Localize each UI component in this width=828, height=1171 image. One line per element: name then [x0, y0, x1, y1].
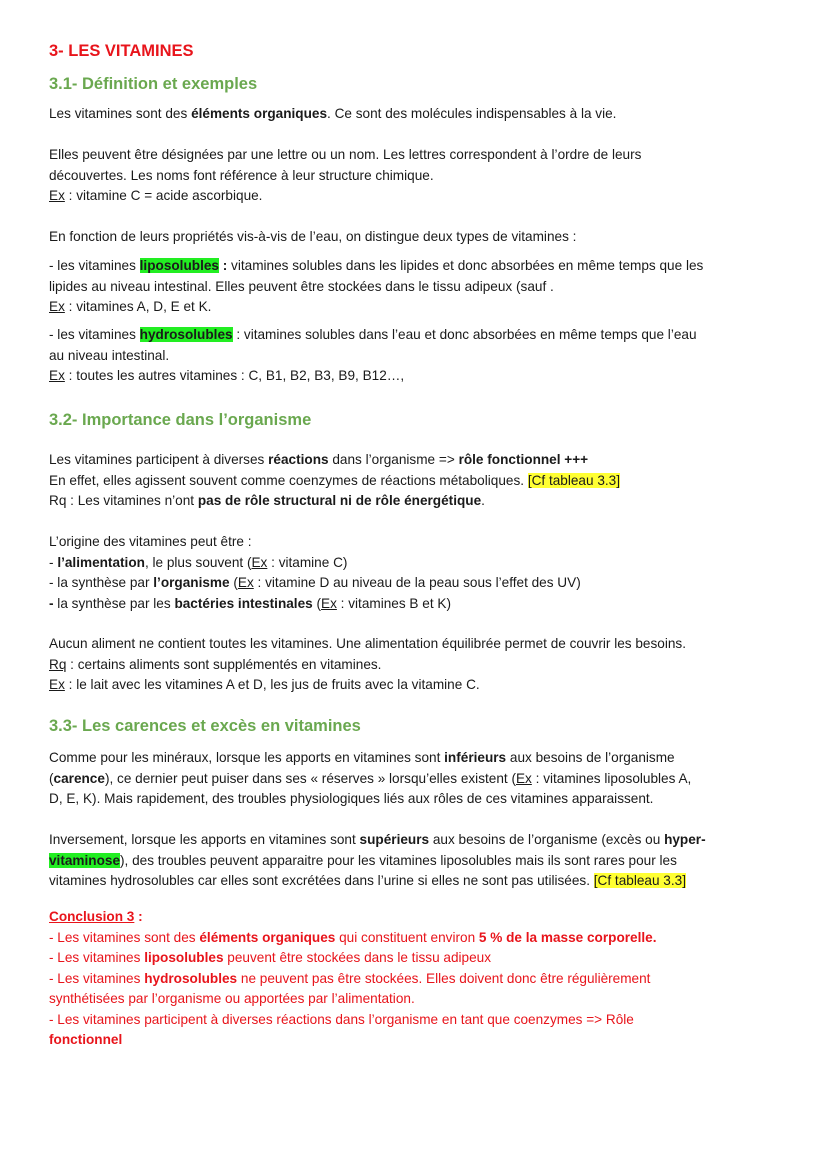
- text-run: rôle fonctionnel +++: [458, 452, 589, 467]
- text-run: : vitamines A, D, E et K.: [64, 299, 212, 314]
- text-run: (: [312, 595, 322, 611]
- text-run: L’origine des vitamines peut être :: [49, 534, 252, 549]
- text-run: En effet, elles agissent souvent comme coenzymes de réactions métaboliques.: [49, 472, 528, 488]
- paragraph: [49, 145, 641, 207]
- paragraph: [49, 532, 581, 614]
- text-run: synthétisées par l’organisme ou apportées par l’alimentation.: [49, 991, 415, 1006]
- text-run: peuvent être stockées dans le tissu adipeux: [223, 950, 492, 965]
- text-run: - Les vitamines sont des: [49, 929, 200, 945]
- text-run: Ex: [49, 188, 65, 203]
- text-run: : vitamines solubles dans l’eau et donc absorbées en même temps que l’eau: [232, 327, 697, 342]
- text-run: hydrosolubles: [144, 970, 238, 986]
- text-run: Inversement, lorsque les apports en vitamines sont: [49, 832, 360, 847]
- text-run: : le lait avec les vitamines A et D, les jus de fruits avec la vitamine C.: [64, 677, 480, 692]
- text-run: : vitamines liposolubles A,: [531, 770, 692, 786]
- highlight: vitaminose: [49, 852, 121, 868]
- text-run: - Les vitamines: [49, 950, 145, 965]
- text-run: :: [218, 258, 228, 273]
- paragraph: [49, 450, 620, 512]
- text-run: Ex: [321, 595, 337, 611]
- text-run: l’organisme: [153, 575, 230, 590]
- text-run: au niveau intestinal.: [49, 347, 170, 363]
- text-run: Ex: [49, 677, 65, 692]
- text-run: : certains aliments sont supplémentés en vitamines.: [66, 656, 382, 672]
- text-run: - Les vitamines participent à diverses réactions dans l’organisme en tant que coenzymes => Rôle: [49, 1011, 634, 1027]
- text-run: (: [49, 770, 54, 786]
- text-run: : vitamine D au niveau de la peau sous l’effet des UV): [253, 575, 581, 590]
- text-run: l’alimentation: [57, 554, 145, 570]
- paragraph: [49, 634, 686, 696]
- paragraph: En fonction de leurs propriétés vis-à-vis de l’eau, on distingue deux types de vitamines :: [49, 229, 577, 244]
- text-run: Les vitamines sont des: [49, 106, 192, 121]
- text-run: : vitamines B et K): [336, 595, 451, 611]
- text-run: Comme pour les minéraux, lorsque les apports en vitamines sont: [49, 750, 445, 765]
- text-run: ne peuvent pas être stockées. Elles doivent donc être régulièrement: [237, 970, 651, 986]
- section-title: 3- LES VITAMINES: [49, 42, 194, 60]
- text-run: qui constituent environ: [335, 929, 479, 945]
- paragraph: [49, 748, 691, 810]
- text-run: aux besoins de l’organisme: [506, 750, 675, 765]
- text-run: lipides au niveau intestinal. Elles peuvent être stockées dans le tissu adipeux (sauf .: [49, 278, 554, 294]
- text-run: Rq : Les vitamines n’ont: [49, 493, 198, 508]
- text-run: liposolubles: [144, 950, 224, 965]
- text-run: , le plus souvent (: [144, 554, 252, 570]
- text-run: : vitamine C): [267, 554, 348, 570]
- text-run: 5 % de la masse corporelle.: [478, 929, 657, 945]
- paragraph: [49, 830, 706, 892]
- table-reference: [Cf tableau 3.3]: [527, 472, 621, 488]
- text-run: - les vitamines: [49, 258, 140, 273]
- text-run: - Les vitamines: [49, 970, 145, 986]
- text-run: -: [49, 595, 54, 611]
- text-run: découvertes. Les noms font référence à leur structure chimique.: [49, 167, 434, 183]
- text-run: bactéries intestinales: [174, 595, 313, 611]
- text-run: carence: [53, 770, 105, 786]
- text-run: Les vitamines participent à diverses: [49, 452, 269, 467]
- text-run: vitamines solubles dans les lipides et donc absorbées en même temps que les: [227, 258, 704, 273]
- text-run: Ex: [49, 299, 65, 314]
- conclusion-title: Conclusion 3: [49, 909, 135, 924]
- text-run: la synthèse par les: [53, 595, 175, 611]
- text-run: Ex: [237, 575, 254, 590]
- text-run: ), des troubles peuvent apparaitre pour les vitamines liposolubles mais ils sont rares pour les: [120, 852, 677, 868]
- highlight: liposolubles: [139, 258, 219, 273]
- text-run: vitamines hydrosolubles car elles sont excrétées dans l’urine si elles ne sont pas utilisées.: [49, 873, 594, 888]
- table-reference: [Cf tableau 3.3]: [593, 873, 686, 888]
- highlight: hydrosolubles: [139, 327, 233, 342]
- text-run: Elles peuvent être désignées par une lettre ou un nom. Les lettres correspondent à l’ordre de leurs: [49, 147, 642, 162]
- text-run: éléments organiques: [191, 106, 328, 121]
- text-run: - la synthèse par: [49, 575, 154, 590]
- paragraph-hydrosolubles: [49, 325, 697, 387]
- text-run: Rq: [49, 656, 67, 672]
- text-run: Aucun aliment ne contient toutes les vitamines. Une alimentation équilibrée permet de couvrir les besoins.: [49, 636, 686, 651]
- text-run: : toutes les autres vitamines : C, B1, B2, B3, B9, B12…,: [64, 368, 405, 383]
- text-run: .: [481, 493, 485, 508]
- text-run: fonctionnel: [49, 1032, 123, 1047]
- text-run: hyper-: [664, 832, 706, 847]
- text-run: aux besoins de l’organisme (excès ou: [429, 832, 665, 847]
- conclusion: [49, 907, 656, 1051]
- heading-3-3: 3.3- Les carences et excès en vitamines: [49, 717, 361, 735]
- text-run: inférieurs: [444, 750, 507, 765]
- text-run: supérieurs: [359, 832, 430, 847]
- paragraph: [49, 104, 616, 125]
- text-run: (: [229, 575, 238, 590]
- text-run: réactions: [268, 452, 329, 467]
- text-run: -: [49, 554, 58, 570]
- text-run: ), ce dernier peut puiser dans ses « réserves » lorsqu’elles existent (: [104, 770, 516, 786]
- text-run: pas de rôle structural ni de rôle énergétique: [197, 493, 482, 508]
- text-run: :: [134, 909, 143, 924]
- text-run: . Ce sont des molécules indispensables à la vie.: [327, 106, 617, 121]
- text-run: : vitamine C = acide ascorbique.: [64, 188, 263, 203]
- text-run: dans l’organisme =>: [328, 452, 459, 467]
- text-run: Ex: [515, 770, 532, 786]
- heading-3-1: 3.1- Définition et exemples: [49, 75, 258, 93]
- text-run: éléments organiques: [199, 929, 336, 945]
- paragraph-liposolubles: [49, 256, 703, 318]
- text-run: Ex: [251, 554, 268, 570]
- text-run: - les vitamines: [49, 327, 140, 342]
- text-run: D, E, K). Mais rapidement, des troubles physiologiques liés aux rôles de ces vitamines apparaissent.: [49, 791, 654, 806]
- text-run: Ex: [49, 368, 65, 383]
- heading-3-2: 3.2- Importance dans l’organisme: [49, 411, 312, 429]
